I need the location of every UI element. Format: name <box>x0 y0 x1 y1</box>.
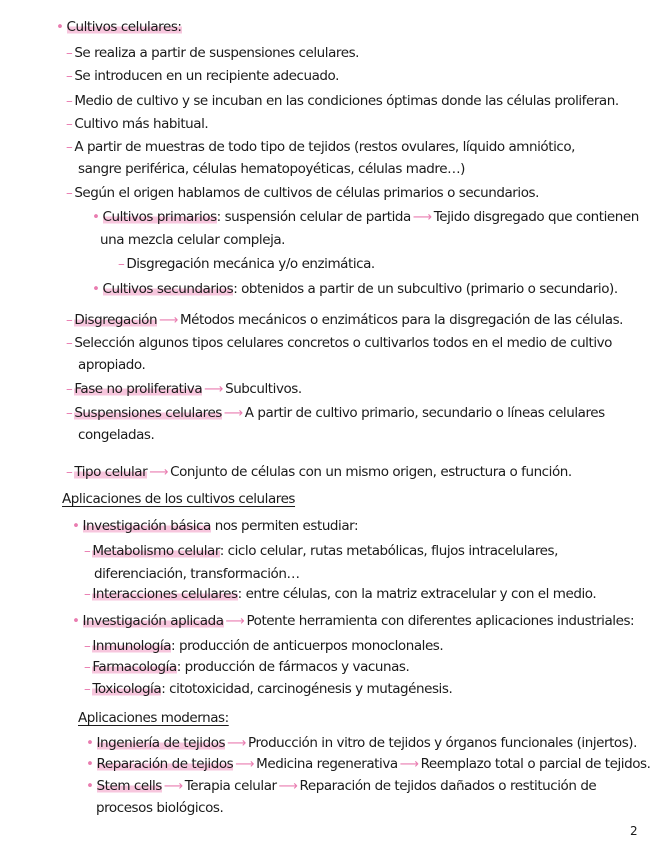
term-highlight: Stem cells <box>96 778 162 794</box>
list-item-continuation: una mezcla celular compleja. <box>100 232 286 248</box>
term-highlight: Toxicología <box>92 681 162 697</box>
term-highlight: Ingeniería de tejidos <box>96 735 226 751</box>
list-item-fase: – Fase no proliferativa ⟶ Subcultivos. <box>66 381 302 397</box>
arrow-icon: ⟶ <box>149 464 169 480</box>
list-item-cultivos-primarios: • Cultivos primarios: suspensión celular de partida ⟶ Tejido disgregado que contienen <box>92 209 639 225</box>
sub-list-item: – Farmacología: producción de fármacos y vacunas. <box>84 659 410 675</box>
sub-list-item: – Inmunología: producción de anticuerpos monoclonales. <box>84 638 444 654</box>
section-heading-aplicaciones: Aplicaciones de los cultivos celulares <box>62 491 296 507</box>
list-item-reparacion: • Reparación de tejidos ⟶ Medicina regenerativa ⟶ Reemplazo total o parcial de tejidos. <box>86 756 651 772</box>
list-item: – Cultivo más habitual. <box>66 116 209 132</box>
list-item-continuation: sangre periférica, células hematopoyéticas, células madre…) <box>78 161 465 177</box>
list-item: – Selección algunos tipos celulares concretos o cultivarlos todos en el medio de cultivo <box>66 335 612 351</box>
arrow-icon: ⟶ <box>399 756 419 772</box>
arrow-icon: ⟶ <box>227 735 246 751</box>
term-highlight: Fase no proliferativa <box>74 381 203 397</box>
term-highlight: Disgregación <box>74 312 158 328</box>
list-item-disgregacion: – Disgregación ⟶ Métodos mecánicos o enzimáticos para la disgregación de las células. <box>66 312 623 328</box>
term-highlight: Cultivos secundarios <box>102 281 234 297</box>
list-item: – Según el origen hablamos de cultivos de células primarios o secundarios. <box>66 185 539 201</box>
term-highlight: Farmacología <box>92 659 177 675</box>
term-highlight: Inmunología <box>92 638 172 654</box>
term-highlight: Tipo celular <box>74 464 148 480</box>
arrow-icon: ⟶ <box>278 778 298 794</box>
list-item-ingenieria: • Ingeniería de tejidos ⟶ Producción in vitro de tejidos y órganos funcionales (injertos). <box>86 735 637 751</box>
page-number: 2 <box>630 824 638 838</box>
list-item-continuation: procesos biológicos. <box>96 800 224 816</box>
list-item-cultivos-secundarios: • Cultivos secundarios: obtenidos a partir de un subcultivo (primario o secundario). <box>92 281 618 297</box>
list-item-tipo-celular: – Tipo celular ⟶ Conjunto de células con un mismo origen, estructura o función. <box>66 464 572 480</box>
arrow-icon: ⟶ <box>225 613 245 629</box>
list-item: – Se introducen en un recipiente adecuado. <box>66 68 339 84</box>
arrow-icon: ⟶ <box>163 778 183 794</box>
list-item-investigacion-aplicada: • Investigación aplicada ⟶ Potente herramienta con diferentes aplicaciones industriales: <box>72 613 635 629</box>
section-heading-aplicaciones-modernas: Aplicaciones modernas: <box>78 710 229 726</box>
sub-list-item: – Disgregación mecánica y/o enzimática. <box>118 256 375 272</box>
sub-list-item: – Interacciones celulares: entre células, con la matriz extracelular y con el medio. <box>84 586 597 602</box>
list-item: – A partir de muestras de todo tipo de tejidos (restos ovulares, líquido amniótico, <box>66 139 575 155</box>
term-highlight: Investigación básica <box>82 518 211 534</box>
arrow-icon: ⟶ <box>223 405 243 421</box>
arrow-icon: ⟶ <box>412 209 432 225</box>
list-item: – Se realiza a partir de suspensiones celulares. <box>66 45 359 61</box>
list-item-suspensiones: – Suspensiones celulares ⟶ A partir de cultivo primario, secundario o líneas celulares <box>66 405 605 421</box>
sub-list-item: – Metabolismo celular: ciclo celular, rutas metabólicas, flujos intracelulares, <box>84 543 558 559</box>
list-item: – Medio de cultivo y se incuban en las condiciones óptimas donde las células proliferan. <box>66 93 619 109</box>
term-highlight: Suspensiones celulares <box>74 405 222 421</box>
list-item-continuation: apropiado. <box>78 357 146 373</box>
term-highlight: Cultivos primarios <box>102 209 217 225</box>
section-heading-cultivos: • Cultivos celulares: <box>56 19 182 35</box>
list-item-investigacion-basica: • Investigación básica nos permiten estudiar: <box>72 518 359 534</box>
arrow-icon: ⟶ <box>159 312 178 328</box>
arrow-icon: ⟶ <box>235 756 255 772</box>
bullet-dot: • <box>56 19 64 35</box>
list-item-continuation: congeladas. <box>78 427 155 443</box>
list-item-stem-cells: • Stem cells ⟶ Terapia celular ⟶ Reparación de tejidos dañados o restitución de <box>86 778 597 794</box>
arrow-icon: ⟶ <box>204 381 224 397</box>
term-highlight: Interacciones celulares <box>92 586 238 602</box>
list-item-continuation: diferenciación, transformación… <box>94 566 300 582</box>
term-highlight: Investigación aplicada <box>82 613 224 629</box>
term-highlight: Metabolismo celular <box>92 543 220 559</box>
sub-list-item: – Toxicología: citotoxicidad, carcinogénesis y mutagénesis. <box>84 681 453 697</box>
term-highlight: Reparación de tejidos <box>96 756 234 772</box>
